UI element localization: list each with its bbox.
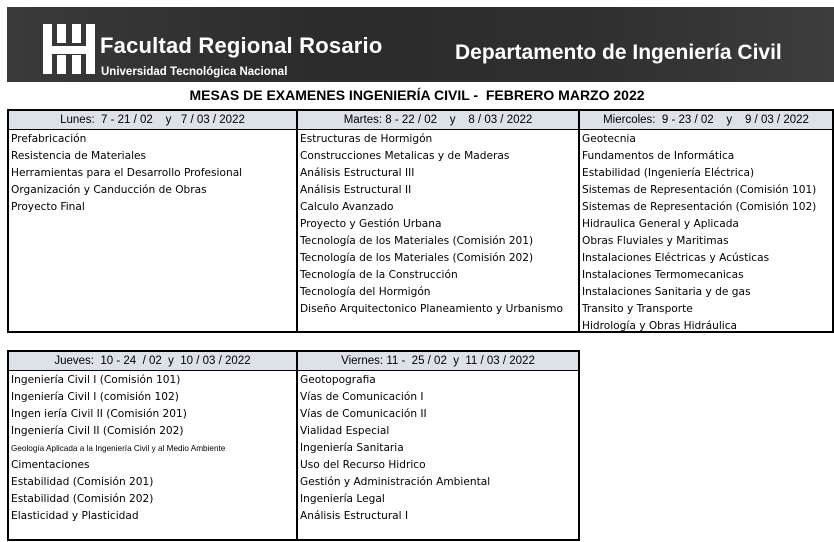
- subject-item: Ingeniería Civil I (Comisión 101): [11, 374, 181, 386]
- subject-item: Ingeniería Civil II (Comisión 202): [11, 425, 184, 437]
- subject-item: Vialidad Especial: [300, 425, 390, 437]
- subject-item: Prefabricación: [11, 133, 87, 145]
- subject-item: Construcciones Metalicas y de Maderas: [300, 150, 510, 162]
- faculty-name: Facultad Regional Rosario: [100, 33, 383, 58]
- subject-item: Hidrología y Obras Hidráulica: [582, 320, 738, 332]
- day-column-friday: [296, 350, 580, 541]
- subject-item: Ingeniería Civil I (comisión 102): [11, 391, 179, 403]
- subject-list: [580, 130, 832, 335]
- subject-item: Tecnología de la Construcción: [300, 269, 458, 281]
- subject-item: Tecnología del Hormigón: [300, 286, 431, 298]
- subject-item: Tecnología de los Materiales (Comisión 201): [300, 235, 534, 247]
- day-column-monday: [7, 109, 298, 333]
- subject-item: Geología Aplicada a la Ingeniería Civil y al Medio Ambiente: [11, 444, 226, 453]
- university-name: Universidad Tecnológica Nacional: [101, 66, 288, 78]
- day-heading: Viernes: 11 - 25 / 02 y 11 / 03 / 2022: [298, 352, 578, 371]
- subject-item: Instalaciones Eléctricas y Acústicas: [582, 252, 770, 264]
- subject-item: Fundamentos de Informática: [582, 150, 735, 162]
- day-heading: Jueves: 10 - 24 / 02 y 10 / 03 / 2022: [9, 352, 296, 371]
- day-heading: Martes: 8 - 22 / 02 y 8 / 03 / 2022: [298, 111, 578, 130]
- subject-item: Diseño Arquitectonico Planeamiento y Urbanismo: [300, 303, 563, 315]
- subject-item: Hidraulica General y Aplicada: [582, 218, 739, 230]
- subject-item: Estructuras de Hormigón: [300, 133, 433, 145]
- subject-item: Obras Fluviales y Maritimas: [582, 235, 729, 247]
- subject-item: Geotopografia: [300, 374, 376, 386]
- subject-item: Geotecnia: [582, 133, 636, 145]
- subject-item: Ingeniería Sanitaria: [300, 442, 404, 454]
- department-name: Departamento de Ingeniería Civil: [455, 41, 782, 64]
- subject-item: Sistemas de Representación (Comisión 102): [582, 201, 817, 213]
- subject-item: Estabilidad (Comisión 202): [11, 493, 154, 505]
- subject-item: Cimentaciones: [11, 459, 90, 471]
- subject-list: [9, 130, 296, 216]
- subject-list: [298, 371, 578, 525]
- subject-item: Sistemas de Representación (Comisión 101): [582, 184, 817, 196]
- subject-item: Instalaciones Sanitaria y de gas: [582, 286, 751, 298]
- day-column-thursday: [7, 350, 298, 541]
- subject-item: Organización y Canducción de Obras: [11, 184, 207, 196]
- subject-item: Uso del Recurso Hidrico: [300, 459, 426, 471]
- subject-item: Análisis Estructural II: [300, 184, 412, 196]
- subject-item: Estabilidad (Ingeniería Eléctrica): [582, 167, 755, 179]
- subject-item: Transito y Transporte: [582, 303, 693, 315]
- subject-item: Instalaciones Termomecanicas: [582, 269, 744, 281]
- subject-item: Análisis Estructural III: [300, 167, 415, 179]
- day-heading: Miercoles: 9 - 23 / 02 y 9 / 03 / 2022: [580, 111, 832, 130]
- header-banner: [7, 7, 834, 82]
- subject-item: Vías de Comunicación II: [300, 408, 427, 420]
- subject-item: Proyecto y Gestión Urbana: [300, 218, 442, 230]
- subject-list: [9, 371, 296, 525]
- subject-item: Resistencia de Materiales: [11, 150, 147, 162]
- subject-item: Herramientas para el Desarrollo Profesional: [11, 167, 243, 179]
- day-column-wednesday: [578, 109, 834, 333]
- page-title: MESAS DE EXAMENES INGENIERÍA CIVIL - FEBRERO MARZO 2022: [189, 87, 645, 103]
- day-heading: Lunes: 7 - 21 / 02 y 7 / 03 / 2022: [9, 111, 296, 130]
- subject-item: Calculo Avanzado: [300, 201, 394, 213]
- subject-item: Ingeniería Legal: [300, 493, 385, 505]
- subject-list: [298, 130, 578, 318]
- subject-item: Gestión y Administración Ambiental: [300, 476, 491, 488]
- subject-item: Elasticidad y Plasticidad: [11, 510, 139, 522]
- subject-item: Estabilidad (Comisión 201): [11, 476, 154, 488]
- subject-item: Análisis Estructural I: [300, 510, 409, 522]
- day-column-tuesday: [296, 109, 580, 333]
- subject-item: Tecnología de los Materiales (Comisión 202): [300, 252, 534, 264]
- subject-item: Proyecto Final: [11, 201, 85, 213]
- subject-item: Ingen iería Civil II (Comisión 201): [11, 408, 187, 420]
- subject-item: Vías de Comunicación I: [300, 391, 424, 403]
- utn-logo-icon: [43, 24, 95, 74]
